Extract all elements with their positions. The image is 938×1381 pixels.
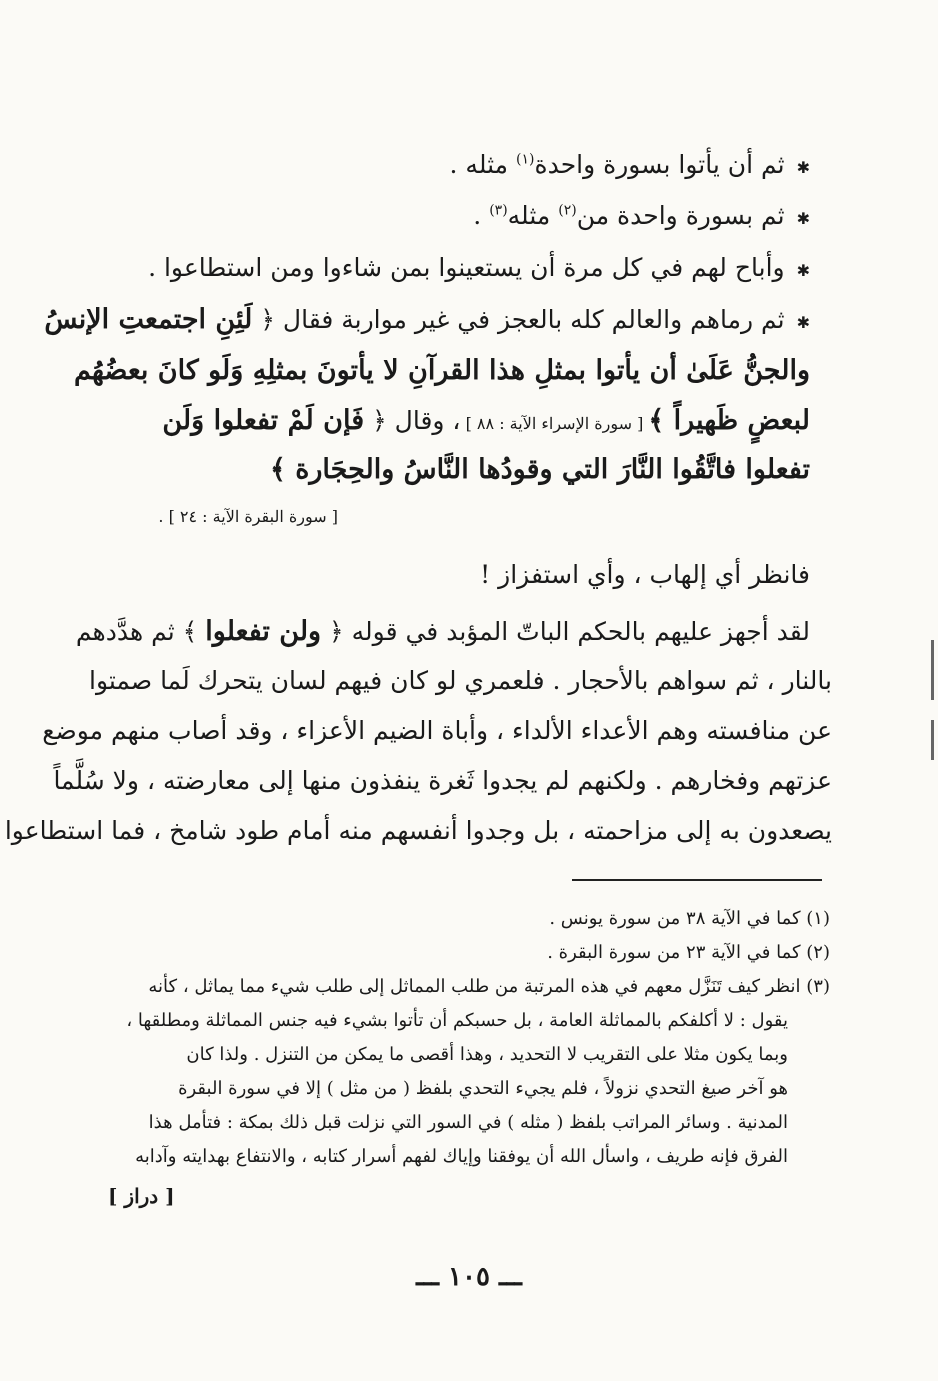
paragraph-2-line-5: يصعدون به إلى مزاحمته ، بل وجدوا أنفسهم منه أمام طود شامخ ، فما استطاعوا <box>4 816 832 845</box>
scan-edge-mark <box>931 640 934 700</box>
bullet-item-4-line-1 <box>44 306 810 333</box>
bullet-mid: مثله <box>507 201 559 230</box>
bullet-item-2 <box>473 203 810 228</box>
footnote-3-line-3: وبما يكون مثلا على التقريب لا التحديد ، وهذا أقصى ما يمكن من التنزل . ولذا كان <box>186 1044 788 1065</box>
text: لقد أجهز عليهم بالحكم الباتّ المؤبد في قوله ﴿ <box>321 617 810 646</box>
bullet-text: وأباح لهم في كل مرة أن يستعينوا بمن شاءوا ومن استطاعوا . <box>148 253 785 282</box>
page-number: ـــ ١٠٥ ـــ <box>416 1262 522 1292</box>
footnote-ref-2[interactable]: (٢) <box>558 202 577 219</box>
footnote-2: (٢) كما في الآية ٢٣ من سورة البقرة . <box>547 942 830 963</box>
quran-quote: تفعلوا فاتَّقُوا النَّارَ التي وقودُها النَّاسُ والحِجَارة ﴾ <box>270 454 810 485</box>
quran-quote: لبعضٍ ظَهيراً ﴾ <box>648 405 810 436</box>
paragraph-2-line-1 <box>76 618 810 645</box>
bullet-star-icon: ✱ <box>796 158 810 177</box>
quran-quote: لَئِنِ اجتمعتِ الإنسُ <box>44 304 253 335</box>
surah-citation: [ سورة الإسراء الآية : ٨٨ ] <box>460 414 649 433</box>
quran-quote: فَإن لَمْ تفعلوا وَلَن <box>162 405 365 436</box>
scan-edge-mark <box>931 720 934 760</box>
text: ﴾ ثم هدَّدهم <box>75 617 206 646</box>
paragraph-1: فانظر أي إلهاب ، وأي استفزاز ! <box>480 560 810 589</box>
surah-citation: [ سورة البقرة الآية : ٢٤ ] . <box>158 507 338 526</box>
bullet-star-icon: ✱ <box>796 261 810 280</box>
footnote-3-line-4: هو آخر صيغ التحدي نزولاً ، فلم يجيء التحدي بلفظ ( من مثل ) إلا في سورة البقرة <box>178 1078 788 1099</box>
bullet-item-4-line-2 <box>74 357 810 384</box>
footnote-3-line-1: (٣) انظر كيف تَنَزَّل معهم في هذه المرتبة من طلب المماثل إلى طلب شيء مما يماثل ، كأنه <box>148 976 830 997</box>
bullet-text: ثم أن يأتوا بسورة واحدة <box>534 150 785 179</box>
footnote-divider <box>572 879 822 881</box>
footnote-signature: [ دراز ] <box>108 1184 175 1208</box>
bullet-tail: مثله . <box>449 150 516 179</box>
footnote-ref-1[interactable]: (١) <box>516 151 535 168</box>
bullet-item-1 <box>450 152 810 177</box>
bullet-tail: . <box>473 201 490 230</box>
bullet-item-4-line-3 <box>162 407 810 434</box>
bullet-star-icon: ✱ <box>796 313 810 332</box>
quran-quote: والجنُّ عَلَىٰ أن يأتوا بمثلِ هذا القرآنِ لا يأتونَ بمثلِهِ وَلَو كانَ بعضُهُم <box>74 355 810 386</box>
footnote-1: (١) كما في الآية ٣٨ من سورة يونس . <box>549 908 830 929</box>
paragraph-2-line-3: عن منافسته وهم الأعداء الألداء ، وأباة الضيم الأعزاء ، وقد أصاب منهم موضع <box>42 716 832 745</box>
bullet-item-3 <box>148 255 810 280</box>
connector-text: ، وقال ﴿ <box>364 406 461 435</box>
paragraph-2-line-2: بالنار ، ثم سواهم بالأحجار . فلعمري لو كان فيهم لسان يتحرك لَما صمتوا <box>89 666 832 695</box>
bullet-item-4-line-4 <box>270 456 810 483</box>
footnote-3-line-6: الفرق فإنه طريف ، واسأل الله أن يوفقنا وإياك لفهم أسرار كتابه ، والانتفاع بهدايته وآدابه <box>135 1146 788 1167</box>
paragraph-2-line-4: عزتهم وفخارهم . ولكنهم لم يجدوا ثَغرة ينفذون منها إلى معارضته ، ولا سُلَّماً <box>53 766 832 795</box>
footnote-3-line-2: يقول : لا أكلفكم بالمماثلة العامة ، بل حسبكم أن تأتوا بشيء فيه جنس المماثلة ومطلقها ، <box>126 1010 788 1031</box>
bullet-text: ثم بسورة واحدة من <box>576 201 785 230</box>
bullet-star-icon: ✱ <box>796 209 810 228</box>
footnote-ref-3[interactable]: (٣) <box>489 202 508 219</box>
bullet-text: ثم رماهم والعالم كله بالعجز في غير مواربة فقال ﴿ <box>252 305 785 334</box>
footnote-3-line-5: المدنية . وسائر المراتب بلفظ ( مثله ) في السور التي نزلت قبل ذلك بمكة : فتأمل هذا <box>148 1112 788 1133</box>
quran-quote: ولن تفعلوا <box>205 616 322 647</box>
